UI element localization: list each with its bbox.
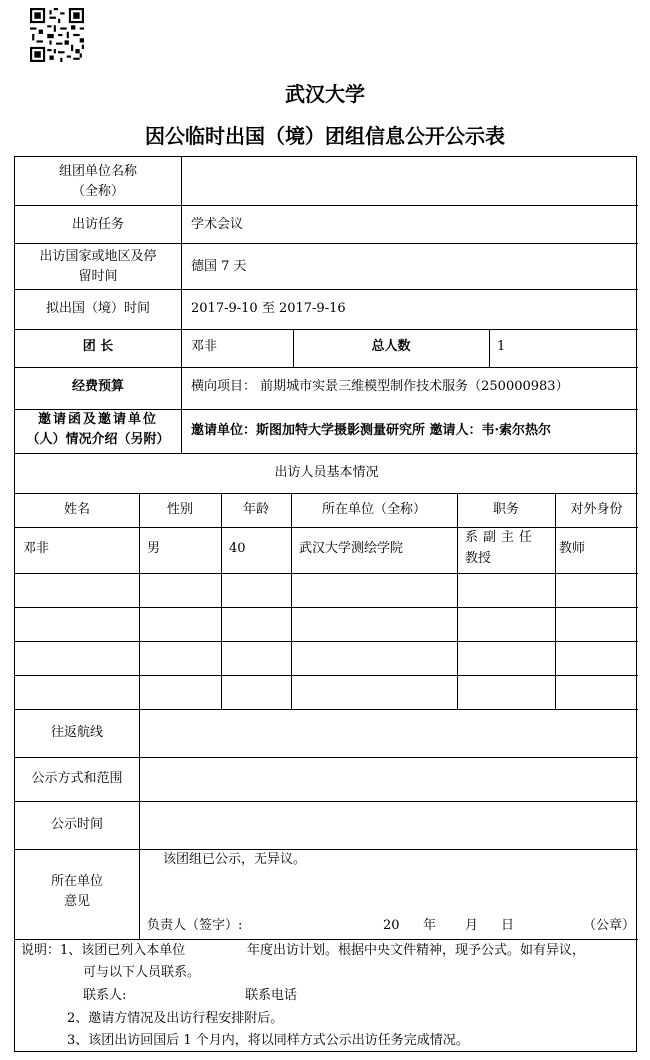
invite-label-sub: （人）情况介绍（另附） bbox=[26, 432, 170, 447]
member-title-sub: 教授 bbox=[465, 551, 492, 566]
publicity-time-label: 公示时间 bbox=[50, 817, 103, 832]
publicity-method-label: 公示方式和范围 bbox=[31, 771, 123, 786]
date-month-unit: 月 bbox=[465, 918, 479, 933]
col-header-age: 年龄 bbox=[242, 502, 269, 517]
leader-value: 邓非 bbox=[191, 339, 218, 354]
task-value: 学术会议 bbox=[191, 217, 244, 232]
group-unit-label: 组团单位名称 bbox=[58, 164, 137, 179]
col-header-unit: 所在单位（全称） bbox=[321, 502, 426, 517]
task-label: 出访任务 bbox=[71, 217, 124, 232]
date-year: 20 bbox=[383, 918, 400, 933]
budget-value: 横向项目： 前期城市实景三维模型制作技术服务（250000983） bbox=[191, 379, 569, 394]
invite-value: 邀请单位：斯图加特大学摄影测量研究所 邀请人：韦·索尔热尔 bbox=[191, 423, 552, 438]
total-value: 1 bbox=[497, 339, 506, 354]
col-header-title: 职务 bbox=[492, 502, 519, 517]
time-value: 2017-9-10 至 2017-9-16 bbox=[191, 301, 346, 316]
total-label: 总人数 bbox=[371, 339, 411, 354]
notes-line-5: 3、该团出访回国后 1 个月内，将以同样方式公示出访任务完成情况。 bbox=[67, 1033, 469, 1048]
country-label-sub: 留时间 bbox=[78, 269, 118, 284]
signature-label: 负责人（签字）: bbox=[147, 918, 243, 933]
col-header-identity: 对外身份 bbox=[570, 502, 623, 517]
page-title: 武汉大学 bbox=[285, 82, 365, 106]
country-value: 德国 7 天 bbox=[191, 259, 247, 274]
notes-line-2: 可与以下人员联系。 bbox=[83, 965, 201, 980]
invite-label: 邀请函及邀请单位 bbox=[37, 412, 158, 427]
member-identity: 教师 bbox=[559, 541, 586, 556]
contact-label: 联系人: bbox=[83, 988, 127, 1003]
phone-label: 联系电话 bbox=[245, 988, 298, 1003]
members-section-title: 出访人员基本情况 bbox=[274, 465, 379, 480]
country-label: 出访国家或地区及停 bbox=[39, 249, 157, 264]
member-unit: 武汉大学测绘学院 bbox=[299, 541, 404, 556]
opinion-label-sub: 意见 bbox=[63, 894, 90, 909]
form-table bbox=[14, 156, 637, 1052]
notes-line-1-suffix: 年度出访计划。根据中央文件精神，现予公式。如有异议， bbox=[247, 943, 586, 958]
member-title: 系副主任 bbox=[465, 530, 538, 545]
member-name: 邓非 bbox=[23, 541, 50, 556]
notes-line-1-prefix: 说明：1、该团已列入本单位 bbox=[21, 943, 186, 958]
seal-label: （公章） bbox=[583, 918, 636, 933]
member-age: 40 bbox=[229, 541, 246, 556]
budget-label: 经费预算 bbox=[71, 379, 124, 394]
leader-label: 团 长 bbox=[82, 339, 114, 354]
date-day-unit: 日 bbox=[501, 918, 515, 933]
qr-code-icon bbox=[30, 8, 84, 62]
member-gender: 男 bbox=[147, 541, 161, 556]
col-header-name: 姓名 bbox=[63, 502, 90, 517]
notes-line-4: 2、邀请方情况及出访行程安排附后。 bbox=[67, 1011, 284, 1026]
form-title: 因公临时出国（境）团组信息公开公示表 bbox=[145, 124, 505, 148]
opinion-label: 所在单位 bbox=[50, 874, 103, 889]
time-label: 拟出国（境）时间 bbox=[45, 301, 150, 316]
date-year-unit: 年 bbox=[423, 918, 437, 933]
group-unit-label-sub: （全称） bbox=[71, 184, 124, 199]
col-header-gender: 性别 bbox=[166, 502, 193, 517]
route-label: 往返航线 bbox=[50, 725, 103, 740]
opinion-text: 该团组已公示，无异议。 bbox=[163, 852, 307, 867]
